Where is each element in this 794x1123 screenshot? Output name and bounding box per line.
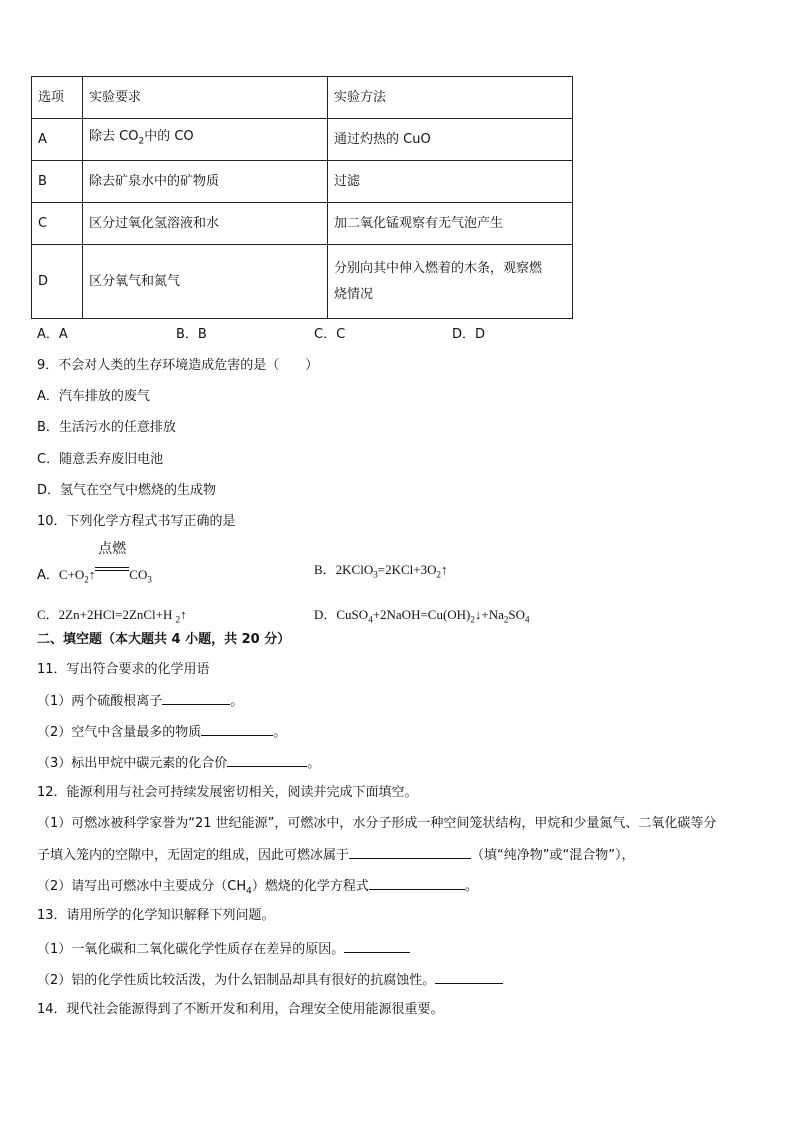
q12-part2: （2）请写出可燃冰中主要成分$(CH_4)$燃烧的化学方程式 。	[37, 876, 478, 901]
q13-item-1: （1）一氧化碳和二氧化碳化学性质存在差异的原因。	[37, 939, 410, 959]
q8-option-d: D．D	[452, 327, 486, 342]
row-method: 分别向其中伸入燃着的木条，观察燃 烧情况	[328, 245, 573, 319]
q14-stem: 14．现代社会能源得到了不断开发和利用，合理安全使用能源很重要。	[37, 1002, 444, 1017]
table-row	[32, 245, 573, 319]
reaction-condition: 点燃	[95, 561, 129, 579]
answer-blank[interactable]	[344, 939, 410, 953]
experiment-table	[31, 76, 573, 319]
table-row	[32, 161, 573, 203]
q10-option-c: C．2Zn+2HCl=2ZnCl+H $_2$↑	[37, 607, 187, 625]
row-requirement: 除去矿泉水中的矿物质	[83, 161, 328, 203]
q10-option-a: A．$C+O_2↑$ 点燃 $CO_3$	[37, 542, 152, 585]
table-header-row	[32, 77, 573, 119]
row-requirement: 区分氧气和氮气	[83, 245, 328, 319]
q13-item-2: （2）铝的化学性质比较活泼，为什么铝制品却具有很好的抗腐蚀性。	[37, 970, 503, 990]
q11-item-1: （1）两个硫酸根离子 。	[37, 691, 243, 711]
q11-item-2: （2）空气中含量最多的物质 。	[37, 722, 286, 742]
answer-blank[interactable]	[369, 876, 465, 890]
answer-blank[interactable]	[227, 753, 307, 767]
answer-blank[interactable]	[201, 722, 273, 736]
row-method: 过滤	[328, 161, 573, 203]
table-row	[32, 203, 573, 245]
row-option: D	[32, 245, 83, 319]
q10-stem: 10．下列化学方程式书写正确的是	[37, 514, 236, 529]
section-title: 二、填空题（本大题共 4 小题，共 20 分）	[37, 632, 291, 647]
q12-stem: 12．能源利用与社会可持续发展密切相关，阅读并完成下面填空。	[37, 785, 418, 800]
q10-option-d: D．$CuSO_4+2NaOH=Cu(OH)_2↓+Na_2SO_4$	[314, 607, 530, 625]
row-option: C	[32, 203, 83, 245]
header-option: 选项	[32, 77, 83, 119]
q9-option-c: C．随意丢弃废旧电池	[37, 452, 164, 467]
q9-option-a: A．汽车排放的废气	[37, 389, 150, 404]
answer-blank[interactable]	[162, 691, 230, 705]
q8-option-c: C．C	[314, 327, 346, 342]
q8-option-a: A．A	[37, 327, 68, 342]
q12-part1-line2: 子填入笼内的空隙中，无固定的组成，因此可燃冰属于 （填“纯净物”或“混合物”），	[37, 845, 634, 865]
q9-stem: 9．不会对人类的生存环境造成危害的是（ ）	[37, 358, 319, 373]
answer-blank[interactable]	[435, 970, 503, 984]
row-option: B	[32, 161, 83, 203]
table-row	[32, 119, 573, 161]
q12-part1-line1: （1）可燃冰被科学家誉为“21 世纪能源”，可燃冰中，水分子形成一种空间笼状结构，甲烷和少量氮气、二氧化碳等分	[37, 816, 717, 831]
q8-option-b: B．B	[176, 327, 207, 342]
row-requirement: 区分过氧化氢溶液和水	[83, 203, 328, 245]
q9-option-d: D．氢气在空气中燃烧的生成物	[37, 483, 217, 498]
row-method: 加二氧化锰观察有无气泡产生	[328, 203, 573, 245]
row-requirement: 除去 $CO_2$中的 CO	[83, 119, 328, 161]
q9-option-b: B．生活污水的任意排放	[37, 420, 176, 435]
header-requirement: 实验要求	[83, 77, 328, 119]
q11-item-3: （3）标出甲烷中碳元素的化合价 。	[37, 753, 320, 773]
row-option: A	[32, 119, 83, 161]
row-method: 通过灼热的 CuO	[328, 119, 573, 161]
q11-stem: 11．写出符合要求的化学用语	[37, 662, 210, 677]
q13-stem: 13．请用所学的化学知识解释下列问题。	[37, 908, 275, 923]
q10-option-b: B．$2KClO_3=2KCl+3O_2↑$	[314, 562, 448, 580]
answer-blank[interactable]	[349, 845, 471, 859]
header-method: 实验方法	[328, 77, 573, 119]
